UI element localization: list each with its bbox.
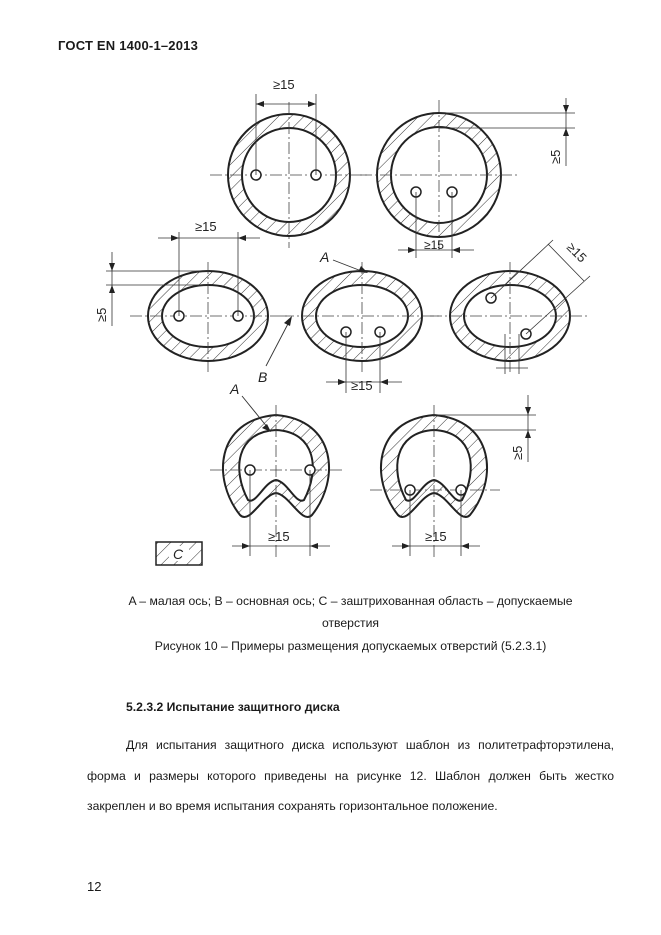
dim-label-15: ≥15 [563,239,590,266]
dim-label-5: ≥5 [94,307,109,322]
section-paragraph: Для испытания защитного диска используют шаблон из политетрафторэтилена, форма и размеры которого приведены на рисунке 12. Шаблон должен быть жестко закреплен и во время испытания сохранять горизонтальное положение. [87,738,614,813]
label-c: C [173,546,184,562]
dim-label-5: ≥5 [510,445,525,460]
dim-label-15: ≥15 [351,378,373,393]
document-header: ГОСТ EN 1400-1–2013 [58,38,199,53]
dim-label-15: ≥15 [273,77,295,92]
label-a: A [320,249,330,265]
shape-ellipse-3 [430,240,590,374]
dim-label-5: ≥5 [548,149,563,164]
dim-label-15: ≥15 [195,219,217,234]
dim-label-15: ≥15 [424,238,444,252]
section-title: Испытание защитного диска [166,700,340,714]
dim-label-15: ≥15 [268,529,290,544]
figure-legend-line-2: отверстия [321,616,380,630]
label-b: B [258,369,268,385]
figure-caption: Рисунок 10 – Примеры размещения допускаемых отверстий (5.2.3.1) [154,639,547,653]
shape-ellipse-2 [258,249,442,393]
label-a: A [230,381,240,397]
section-number: 5.2.3.2 [126,700,164,714]
figure-legend-line-1: A – малая ось; B – основная ось; C – заштрихованная область – допускаемые [128,594,573,608]
shape-circle-2 [360,98,575,258]
section-heading [126,700,340,714]
shape-ellipse-1 [94,219,288,372]
figure-hole-placement-diagram [0,60,661,580]
page-number: 12 [87,879,102,894]
legend-hatched-box-c [156,542,202,565]
shape-horseshoe-2 [370,395,536,560]
dim-label-15: ≥15 [425,529,447,544]
shape-circle-1 [210,77,368,248]
shape-horseshoe-1 [210,381,342,560]
